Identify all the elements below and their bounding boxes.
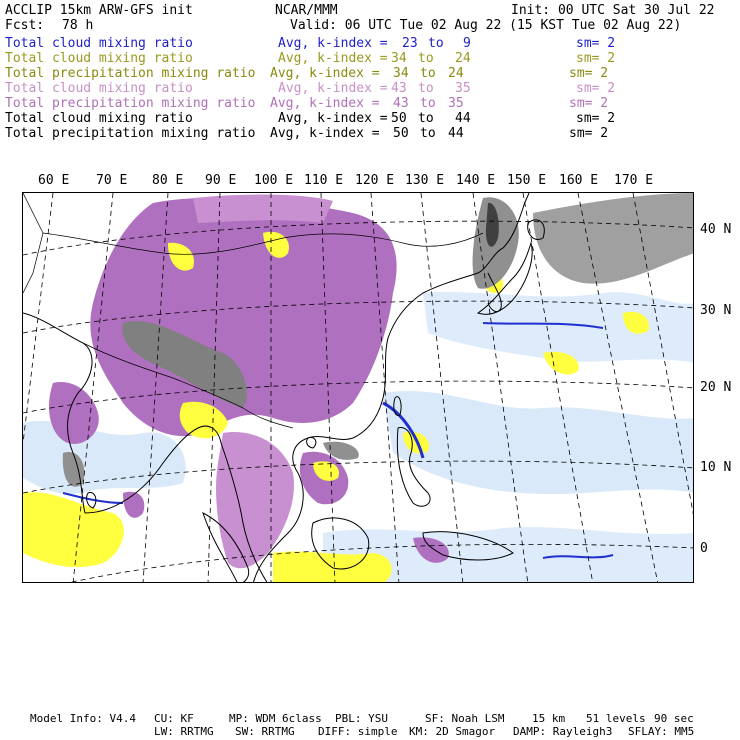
legend-avg: Avg, k-index =: [278, 81, 388, 96]
footer-item: KM: 2D Smagor: [409, 725, 496, 738]
lat-label: 10 N: [700, 460, 732, 475]
legend-sm: sm= 2: [569, 66, 609, 81]
map-canvas: [23, 193, 694, 583]
legend-to: to: [420, 66, 436, 81]
valid-time: Valid: 06 UTC Tue 02 Aug 22 (15 KST Tue 02 Aug 22): [290, 18, 682, 33]
footer-item: PBL: YSU: [335, 712, 388, 725]
longitude-line: [23, 193, 53, 443]
purple-cloud-region: [216, 432, 294, 568]
lon-label: 160 E: [559, 173, 599, 188]
longitude-line: [421, 193, 463, 583]
legend-k-from: 43: [391, 81, 407, 96]
footer-item: DAMP: Rayleigh3: [513, 725, 613, 738]
legend-k-to: 35: [448, 96, 464, 111]
legend-sm: sm= 2: [569, 96, 609, 111]
legend-row: [0, 81, 740, 96]
legend-sm: sm= 2: [576, 111, 616, 126]
model-title: ACCLIP 15km ARW-GFS init: [5, 3, 193, 18]
legend-field: Total precipitation mixing ratio: [5, 96, 256, 111]
legend-k-from: 34: [393, 66, 409, 81]
legend-field: Total cloud mixing ratio: [5, 36, 193, 51]
footer-item: SFLAY: MM5: [628, 725, 695, 738]
legend-to: to: [420, 96, 436, 111]
fcst-label: Fcst:: [5, 18, 45, 33]
purple-cloud-region: [123, 492, 144, 518]
purple-cloud-region: [193, 195, 333, 223]
footer-item: 51 levels: [586, 712, 646, 725]
legend-field: Total precipitation mixing ratio: [5, 66, 256, 81]
legend-sm: sm= 2: [569, 126, 609, 141]
lon-label: 70 E: [96, 173, 128, 188]
lon-label: 170 E: [614, 173, 654, 188]
lon-label: 120 E: [355, 173, 395, 188]
lon-label: 90 E: [205, 173, 237, 188]
footer-item: SF: Noah LSM: [425, 712, 505, 725]
legend-to: to: [418, 111, 434, 126]
cloud-fields: [23, 193, 694, 583]
legend-row: [0, 36, 740, 51]
footer-item: MP: WDM 6class: [229, 712, 322, 725]
legend-k-to: 44: [455, 111, 471, 126]
legend-to: to: [428, 36, 444, 51]
lat-label: 40 N: [700, 222, 732, 237]
legend-row: [0, 66, 740, 81]
footer-item: DIFF: simple: [318, 725, 398, 738]
legend-avg: Avg, k-index =: [270, 66, 380, 81]
lon-label: 80 E: [152, 173, 184, 188]
yellow-cloud-region: [23, 492, 124, 567]
legend-k-to: 9: [463, 36, 471, 51]
legend-k-from: 23: [402, 36, 418, 51]
legend-field: Total cloud mixing ratio: [5, 81, 193, 96]
lat-label: 30 N: [700, 303, 732, 318]
footer-item: Model Info: V4.4: [30, 712, 136, 725]
country-border: [23, 193, 43, 293]
legend-field: Total precipitation mixing ratio: [5, 126, 256, 141]
lon-label: 150 E: [507, 173, 547, 188]
light-blue-cloud-region: [383, 391, 694, 494]
legend-sm: sm= 2: [576, 51, 616, 66]
gray-cloud-region: [533, 193, 694, 284]
legend-avg: Avg, k-index =: [270, 96, 380, 111]
legend-row: [0, 96, 740, 111]
legend-avg: Avg, k-index =: [270, 126, 380, 141]
legend-k-from: 34: [391, 51, 407, 66]
legend-avg: Avg, k-index =: [278, 36, 388, 51]
footer-item: 90 sec: [654, 712, 694, 725]
legend-k-to: 24: [448, 66, 464, 81]
lon-label: 60 E: [38, 173, 70, 188]
footer-item: LW: RRTMG: [154, 725, 214, 738]
legend-k-from: 50: [391, 111, 407, 126]
legend-row: [0, 51, 740, 66]
legend-sm: sm= 2: [576, 81, 616, 96]
lon-label: 100 E: [254, 173, 294, 188]
legend-to: to: [420, 126, 436, 141]
legend-k-to: 24: [455, 51, 471, 66]
lat-label: 0: [700, 541, 708, 556]
footer-item: CU: KF: [154, 712, 194, 725]
legend-sm: sm= 2: [576, 36, 616, 51]
footer-item: SW: RRTMG: [235, 725, 295, 738]
coastline: [307, 437, 316, 448]
forecast-map: [22, 192, 694, 583]
init-time: Init: 00 UTC Sat 30 Jul 22: [511, 3, 715, 18]
legend-k-to: 44: [448, 126, 464, 141]
legend-field: Total cloud mixing ratio: [5, 111, 193, 126]
legend-k-from: 43: [393, 96, 409, 111]
legend-avg: Avg, k-index =: [278, 51, 388, 66]
fcst-value: 78 h: [62, 18, 94, 33]
lon-label: 110 E: [304, 173, 344, 188]
legend-row: [0, 126, 740, 141]
legend-to: to: [418, 51, 434, 66]
legend-k-from: 50: [393, 126, 409, 141]
legend-field: Total cloud mixing ratio: [5, 51, 193, 66]
lat-label: 20 N: [700, 380, 732, 395]
lon-label: 140 E: [456, 173, 496, 188]
lon-label: 130 E: [405, 173, 445, 188]
legend-avg: Avg, k-index =: [278, 111, 388, 126]
org-label: NCAR/MMM: [275, 3, 338, 18]
legend-row: [0, 111, 740, 126]
footer-item: 15 km: [532, 712, 566, 725]
legend-k-to: 35: [455, 81, 471, 96]
legend-to: to: [418, 81, 434, 96]
